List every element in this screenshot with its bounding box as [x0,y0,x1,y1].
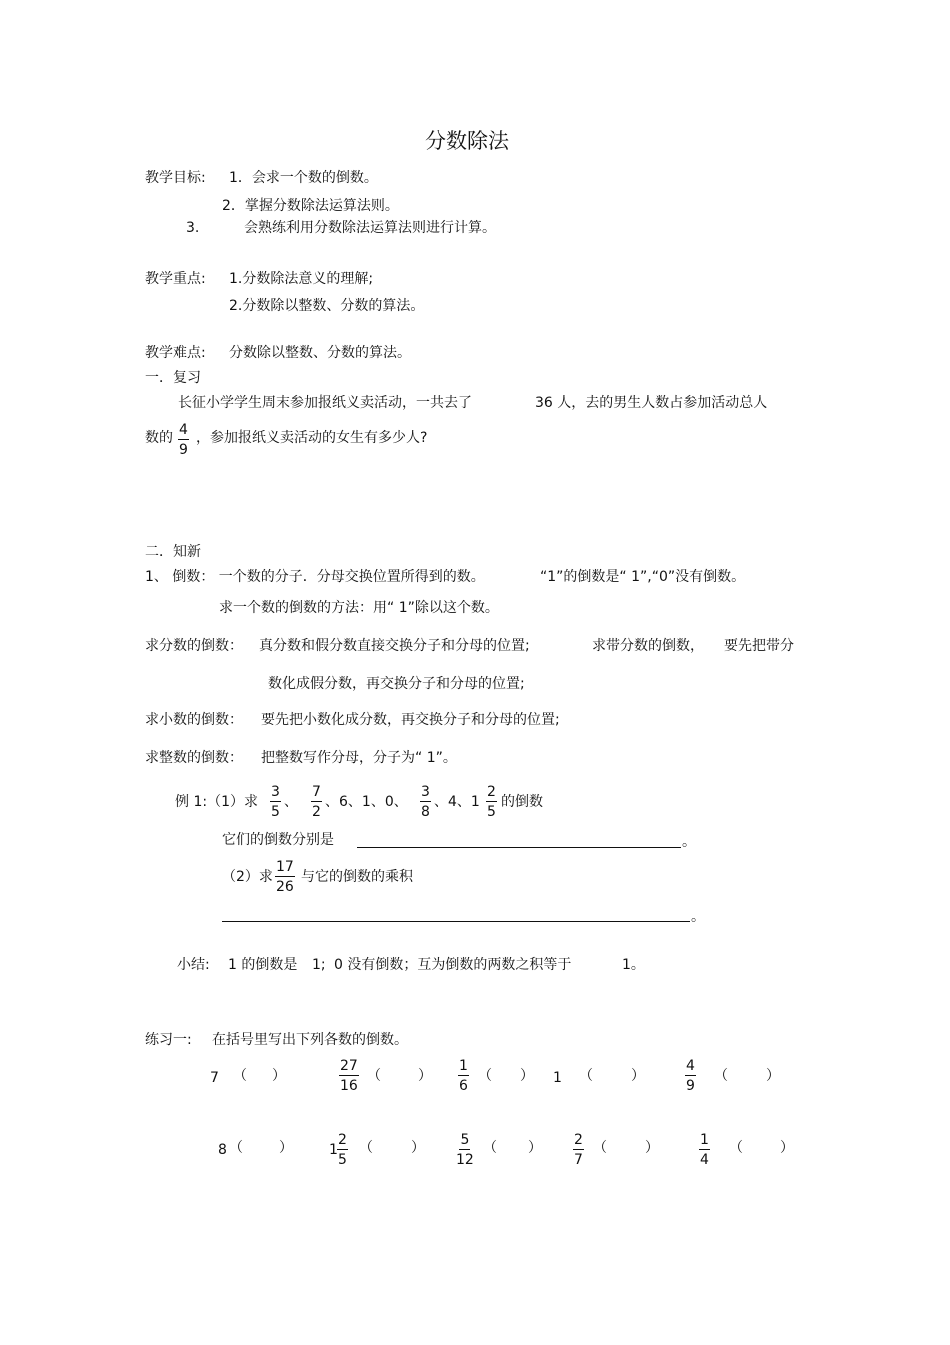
mixed-number-fraction: $\frac{2}{5}$ [338,1132,347,1168]
page-title: 分数除法 [425,129,509,153]
answer-open-paren: （ [729,1140,743,1156]
exercise-label: 练习一: [145,1032,192,1048]
new-heading: 二．知新 [145,544,201,560]
answer-open-paren: （ [714,1068,728,1084]
example-mixed-fraction: $\frac{2}{5}$ [487,784,496,820]
answer-open-paren: （ [233,1068,247,1084]
decimal-rule-label: 求小数的倒数： [145,712,243,728]
example-fraction-2: $\frac{7}{2}$ [312,784,321,820]
review-line-1b: 36 人，去的男生人数占参加活动总人 [535,395,768,411]
exercise-fraction: $\frac{1}{4}$ [700,1132,709,1168]
objectives-label: 教学目标: [145,170,206,186]
exercise-instruction: 在括号里写出下列各数的倒数。 [212,1032,408,1048]
integer-rule-text: 把整数写作分母，分子为“ 1”。 [261,750,457,766]
answer-close-paren: ） [631,1068,645,1084]
objective-3-number: 3. [186,220,200,236]
answer-open-paren: （ [483,1140,497,1156]
objective-2: 2．掌握分数除法运算法则。 [222,198,399,214]
answer-close-paren: ） [279,1140,293,1156]
example-fraction-1: $\frac{3}{5}$ [271,784,280,820]
exercise-item: 7 [210,1070,219,1086]
objective-1: 1．会求一个数的倒数。 [229,170,378,186]
integer-rule-label: 求整数的倒数： [145,750,243,766]
product-period: 。 [691,909,705,925]
key-point-2: 2.分数除以整数、分数的算法。 [229,298,425,314]
summary-text-2: 1; [312,957,326,973]
answer-close-paren: ） [528,1140,542,1156]
fraction-numerator: 4 [179,422,188,438]
example-separator: 、 [284,794,298,810]
answer-close-paren: ） [520,1068,534,1084]
answer-close-paren: ） [780,1140,794,1156]
difficulty-label: 教学难点: [145,345,206,361]
answer-label: 它们的倒数分别是 [222,832,334,848]
answer-close-paren: ） [411,1140,425,1156]
answer-open-paren: （ [478,1068,492,1084]
mixed-rule-continuation: 数化成假分数，再交换分子和分母的位置; [268,676,525,692]
key-point-1: 1.分数除法意义的理解; [229,271,374,287]
example-integers-2: 、4、1 [434,794,480,810]
reciprocal-special-cases: “1”的倒数是“ 1”,“0”没有倒数。 [540,569,746,585]
answer-period: 。 [682,834,696,850]
key-points-label: 教学重点: [145,271,206,287]
mixed-rule-text: 要先把带分 [724,638,794,654]
exercise-item: 1 [553,1070,562,1086]
example-fraction-3: $\frac{3}{8}$ [421,784,430,820]
part2-fraction: $\frac{17}{26}$ [276,859,294,895]
answer-open-paren: （ [579,1068,593,1084]
fraction-denominator: 9 [179,442,188,458]
answer-open-paren: （ [229,1140,243,1156]
mixed-rule-label: 求带分数的倒数， [592,638,704,654]
answer-close-paren: ） [645,1140,659,1156]
exercise-fraction: $\frac{2}{7}$ [574,1132,583,1168]
exercise-fraction: $\frac{1}{6}$ [459,1058,468,1094]
summary-text-4: 1。 [622,957,645,973]
answer-open-paren: （ [593,1140,607,1156]
answer-open-paren: （ [359,1140,373,1156]
part2-end: 与它的倒数的乘积 [301,869,413,885]
example-integers: 、6、1、0、 [325,794,408,810]
exercise-item: 8 [218,1142,227,1158]
reciprocal-method: 求一个数的倒数的方法：用“ 1”除以这个数。 [219,600,499,616]
exercise-fraction: $\frac{4}{9}$ [686,1058,695,1094]
summary-text-3: 0 没有倒数；互为倒数的两数之积等于 [334,957,572,973]
fraction-rule-text: 真分数和假分数直接交换分子和分母的位置; [259,638,530,654]
difficulty-text: 分数除以整数、分数的算法。 [229,345,411,361]
review-line-1a: 长征小学学生周末参加报纸义卖活动，一共去了 [178,395,472,411]
part2-label: （2）求 [222,869,273,885]
exercise-fraction: $\frac{27}{16}$ [340,1058,358,1094]
answer-close-paren: ） [766,1068,780,1084]
answer-open-paren: （ [367,1068,381,1084]
exercise-fraction: $\frac{5}{12}$ [456,1132,474,1168]
fraction-rule-label: 求分数的倒数： [145,638,243,654]
decimal-rule-text: 要先把小数化成分数，再交换分子和分母的位置; [261,712,560,728]
answer-close-paren: ） [272,1068,286,1084]
reciprocal-definition: 1、 倒数： 一个数的分子．分母交换位置所得到的数。 [145,569,485,585]
review-line-2a: 数的 [145,430,173,446]
mixed-number-whole: 1 [329,1142,338,1158]
summary-label: 小结: [177,957,210,973]
summary-text-1: 1 的倒数是 [228,957,298,973]
example-end: 的倒数 [501,794,543,810]
product-blank[interactable] [222,921,690,922]
review-heading: 一．复习 [145,370,201,386]
objective-3: 会熟练利用分数除法运算法则进行计算。 [244,220,496,236]
example-label: 例 1:（1）求 [175,794,258,810]
answer-close-paren: ） [418,1068,432,1084]
review-fraction [178,423,189,457]
answer-blank[interactable] [357,847,681,848]
review-line-2b: ，参加报纸义卖活动的女生有多少人? [196,430,428,446]
